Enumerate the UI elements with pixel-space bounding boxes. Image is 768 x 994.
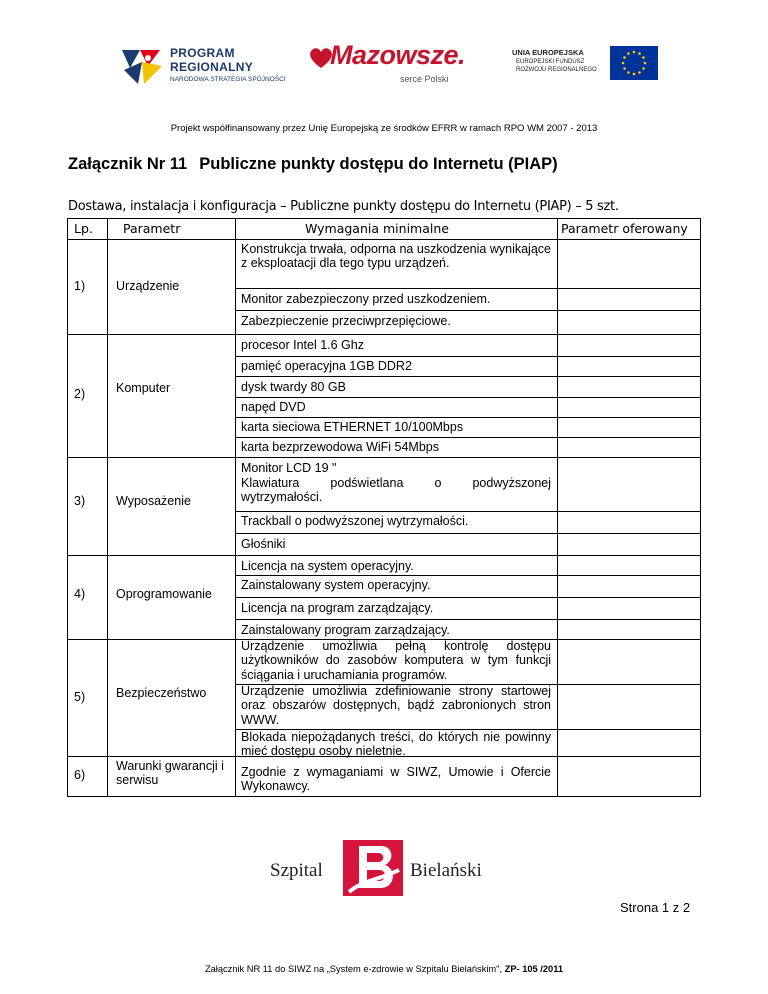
row6-req1: Zgodnie z wymaganiami w SIWZ, Umowie i Ofercie Wykonawcy.	[241, 765, 551, 794]
row5-req3: Blokada niepożądanych treści, do których nie powinny mieć dostępu osoby nieletnie.	[241, 730, 551, 759]
row6-lp: 6)	[74, 768, 86, 782]
program-regionalny-emblem-icon	[118, 44, 166, 88]
hospital-name-left: Szpital	[270, 860, 323, 881]
program-line3: NARODOWA STRATEGIA SPÓJNOŚCI	[170, 76, 286, 83]
row2-lp: 2)	[74, 387, 86, 401]
eu-flag-icon	[610, 46, 658, 80]
row2-req6: karta bezprzewodowa WiFi 54Mbps	[241, 440, 439, 454]
szpital-bielanski-logo	[270, 840, 510, 900]
header-wymagania: Wymagania minimalne	[305, 221, 449, 236]
page-title	[68, 155, 558, 174]
eu-logo	[512, 46, 650, 86]
row1-req1: Konstrukcja trwała, odporna na uszkodzenia wynikające z eksploatacji dla tego typu urządzeń.	[241, 242, 551, 271]
row1-req2: Monitor zabezpieczony przed uszkodzeniem.	[241, 292, 491, 306]
row2-req1: procesor Intel 1.6 Ghz	[241, 338, 364, 352]
row4-req2: Zainstalowany system operacyjny.	[241, 578, 431, 592]
mazowsze-name: Mazowsze.	[330, 40, 466, 70]
page-number: Strona 1 z 2	[620, 900, 691, 915]
eu-line3: ROZWOJU REGIONALNEGO	[516, 67, 597, 73]
row1-lp: 1)	[74, 279, 86, 293]
row2-param: Komputer	[116, 381, 171, 395]
row4-req3: Licencja na program zarządzający.	[241, 601, 434, 615]
row3-req4: Głośniki	[241, 537, 286, 551]
hospital-b-emblem-icon	[343, 840, 403, 896]
requirements-table	[67, 218, 701, 797]
footer-case-number: ZP- 105 /2011	[504, 964, 564, 974]
row5-req1: Urządzenie umożliwia pełną kontrolę dostępu użytkowników do zasobów komputera w tym funkcji ściągania i uruchamiania programów.	[241, 639, 551, 682]
footer-note	[0, 964, 768, 974]
row3-req1: Monitor LCD 19 "	[241, 461, 337, 475]
row4-param: Oprogramowanie	[116, 587, 212, 601]
row5-req2: Urządzenie umożliwia zdefiniowanie strony startowej oraz obszarów dostępnych, bądź zabronionych stron WWW.	[241, 684, 551, 727]
mazowsze-logo	[308, 40, 488, 90]
row4-req1: Licencja na system operacyjny.	[241, 559, 414, 573]
row3-param: Wyposażenie	[116, 494, 191, 508]
program-regionalny-logo	[118, 44, 308, 90]
header-parametr: Parametr	[123, 221, 181, 236]
row2-req3: dysk twardy 80 GB	[241, 380, 346, 394]
header-logos	[0, 40, 768, 90]
row5-param: Bezpieczeństwo	[116, 686, 207, 700]
row6-param: Warunki gwarancji i serwisu	[116, 759, 224, 788]
title-number: Załącznik Nr 11	[68, 155, 188, 173]
row2-req2: pamięć operacyjna 1GB DDR2	[241, 359, 412, 373]
program-line2: REGIONALNY	[170, 60, 254, 74]
row3-req2: Klawiatura podświetlana o podwyższonej wytrzymałości.	[241, 476, 551, 505]
row1-param: Urządzenie	[116, 279, 180, 293]
footer-text: Załącznik NR 11 do SIWZ na „System e-zdrowie w Szpitalu Bielańskim",	[204, 964, 505, 974]
title-text: Publiczne punkty dostępu do Internetu (PIAP)	[199, 155, 558, 173]
cofinancing-note: Projekt współfinansowany przez Unię Europejską ze środków EFRR w ramach RPO WM 2007 - 2013	[170, 123, 598, 134]
row4-lp: 4)	[74, 587, 86, 601]
row3-lp: 3)	[74, 494, 86, 508]
row4-req4: Zainstalowany program zarządzający.	[241, 623, 450, 637]
eu-line1: UNIA EUROPEJSKA	[512, 48, 584, 57]
mazowsze-subtitle: serce Polski	[400, 74, 449, 84]
header-oferowany: Parametr oferowany	[561, 221, 688, 236]
eu-line2: EUROPEJSKI FUNDUSZ	[516, 59, 585, 65]
hospital-name-right: Bielański	[410, 860, 482, 881]
program-line1: PROGRAM	[170, 46, 235, 60]
row5-lp: 5)	[74, 690, 86, 704]
row1-req3: Zabezpieczenie przeciwprzepięciowe.	[241, 314, 451, 328]
row2-req4: napęd DVD	[241, 400, 306, 414]
row3-req3: Trackball o podwyższonej wytrzymałości.	[241, 514, 469, 528]
row2-req5: karta sieciowa ETHERNET 10/100Mbps	[241, 420, 464, 434]
header-lp: Lp.	[74, 221, 93, 236]
page-subtitle: Dostawa, instalacja i konfiguracja – Publiczne punkty dostępu do Internetu (PIAP) – 5 szt.	[68, 199, 619, 214]
